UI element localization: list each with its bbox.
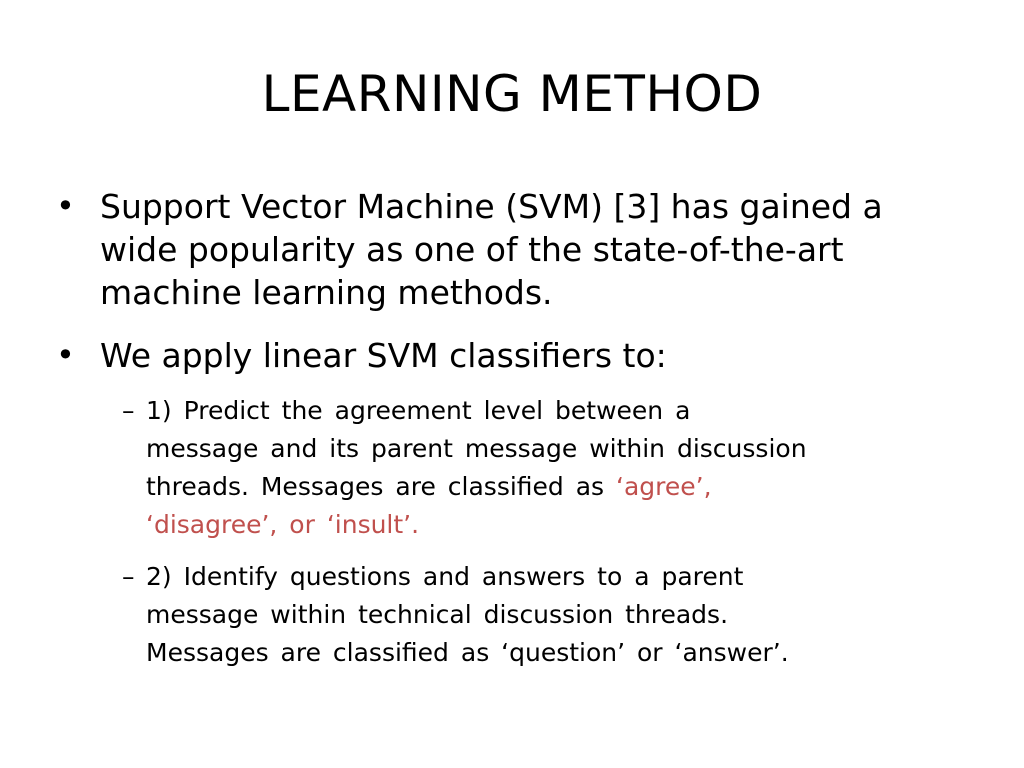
bullet-text: Support Vector Machine (SVM) [3] has gained a wide popularity as one of the state-of-the-art machine learning methods. <box>100 187 883 312</box>
sub-bullet-text <box>146 558 966 672</box>
sub-bullet-text <box>146 392 966 544</box>
bullet-dot-icon: • <box>56 336 75 374</box>
sub-bullet-line <box>146 468 966 506</box>
dash-icon: – <box>122 396 135 425</box>
sub-bullet-line: Messages are classified as ‘question’ or ‘answer’. <box>146 638 789 667</box>
sub-bullet-line-text: threads. Messages are classified as <box>146 472 617 501</box>
sub-bullet-line: message and its parent message within discussion <box>146 434 807 463</box>
highlight-text: ‘agree’, <box>616 472 712 501</box>
sub-bullet-line: message within technical discussion threads. <box>146 600 729 629</box>
sub-bullet-line: 1) Predict the agreement level between a <box>146 396 691 425</box>
highlight-text: ‘disagree’, or ‘insult’. <box>146 510 420 539</box>
bullet-text: We apply linear SVM classifiers to: <box>100 336 667 375</box>
bullet-dot-icon: • <box>56 187 75 225</box>
sub-bullet-line: 2) Identify questions and answers to a parent <box>146 562 744 591</box>
dash-icon: – <box>122 562 135 591</box>
slide-title: LEARNING METHOD <box>261 65 763 123</box>
